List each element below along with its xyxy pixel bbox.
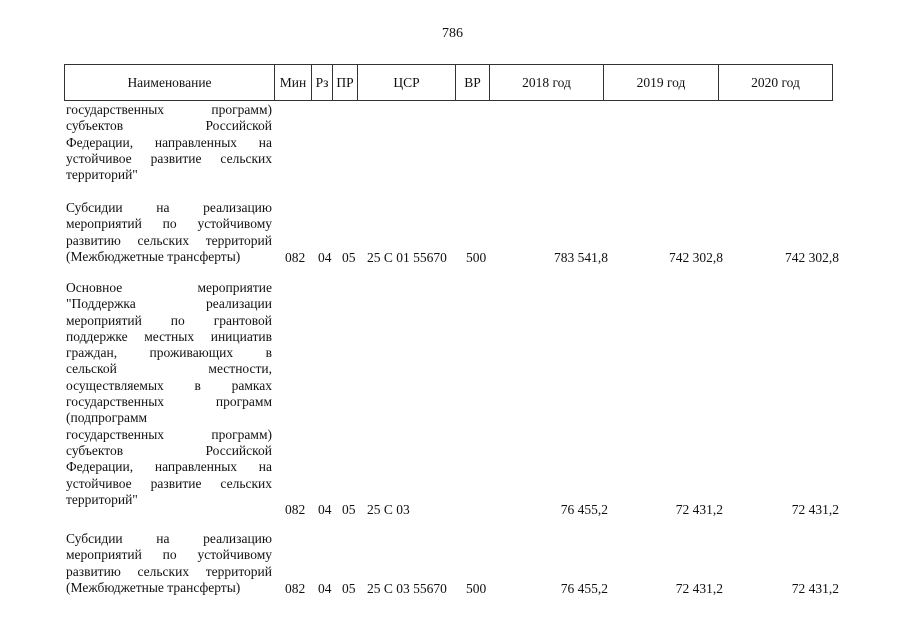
name-line: устойчивое развитие сельских (66, 475, 272, 491)
header-vr: ВР (456, 65, 490, 101)
cell-2019: 72 431,2 (675, 502, 723, 517)
cell-2018: 783 541,8 (554, 250, 608, 265)
header-2019: 2019 год (604, 65, 719, 101)
cell-2020: 72 431,2 (791, 581, 839, 596)
header-csr: ЦСР (358, 65, 456, 101)
header-name: Наименование (65, 65, 275, 101)
name-line: (Межбюджетные трансферты) (66, 248, 241, 264)
cell-min: 082 (285, 581, 306, 596)
cell-2018: 76 455,2 (560, 581, 608, 596)
name-line: сельской местности, (66, 361, 272, 377)
name-line: государственных программ) (66, 102, 272, 117)
table-row-name (66, 102, 272, 183)
cell-min: 082 (285, 502, 306, 517)
cell-csr: 25 С 01 55670 (367, 250, 447, 265)
name-line: государственных программ) (66, 426, 272, 442)
header-2020: 2020 год (719, 65, 833, 101)
cell-2018: 76 455,2 (560, 502, 608, 517)
table-header (64, 64, 833, 101)
page-number: 786 (442, 26, 463, 41)
table-row-name (66, 200, 272, 265)
table-row-name (66, 531, 272, 596)
cell-pr: 05 (342, 250, 356, 265)
name-line: Федерации, направленных на (66, 134, 272, 150)
cell-rz: 04 (318, 502, 332, 517)
name-line: Субсидии на реализацию (66, 200, 272, 215)
name-line: территорий" (66, 167, 138, 183)
name-line: территорий" (66, 491, 138, 507)
cell-rz: 04 (318, 581, 332, 596)
cell-rz: 04 (318, 250, 332, 265)
cell-csr: 25 С 03 55670 (367, 581, 447, 596)
table-row-name (66, 280, 272, 508)
name-line: государственных программ (66, 394, 272, 410)
name-line: граждан, проживающих в (66, 345, 272, 361)
name-line: субъектов Российской (66, 118, 272, 134)
cell-pr: 05 (342, 581, 356, 596)
name-line: осуществляемых в рамках (66, 377, 272, 393)
name-line: устойчивое развитие сельских (66, 150, 272, 166)
name-line: (Межбюджетные трансферты) (66, 579, 241, 595)
cell-csr: 25 С 03 (367, 502, 410, 517)
header-2018: 2018 год (490, 65, 604, 101)
name-line: мероприятий по устойчивому (66, 547, 272, 563)
cell-vr: 500 (466, 250, 487, 265)
name-line: (подпрограмм (66, 410, 148, 426)
cell-vr: 500 (466, 581, 487, 596)
name-line: мероприятий по устойчивому (66, 216, 272, 232)
header-min: Мин (275, 65, 312, 101)
name-line: развитию сельских территорий (66, 563, 272, 579)
name-line: "Поддержка реализации (66, 296, 272, 312)
name-line: субъектов Российской (66, 442, 272, 458)
header-pr: ПР (333, 65, 358, 101)
name-line: мероприятий по грантовой (66, 312, 272, 328)
cell-2019: 72 431,2 (675, 581, 723, 596)
name-line: поддержке местных инициатив (66, 328, 272, 344)
name-line: Основное мероприятие (66, 280, 272, 295)
cell-2020: 72 431,2 (791, 502, 839, 517)
cell-2020: 742 302,8 (785, 250, 839, 265)
name-line: Субсидии на реализацию (66, 531, 272, 546)
cell-2019: 742 302,8 (669, 250, 723, 265)
name-line: развитию сельских территорий (66, 232, 272, 248)
cell-pr: 05 (342, 502, 356, 517)
cell-min: 082 (285, 250, 306, 265)
name-line: Федерации, направленных на (66, 459, 272, 475)
header-rz: Рз (312, 65, 333, 101)
